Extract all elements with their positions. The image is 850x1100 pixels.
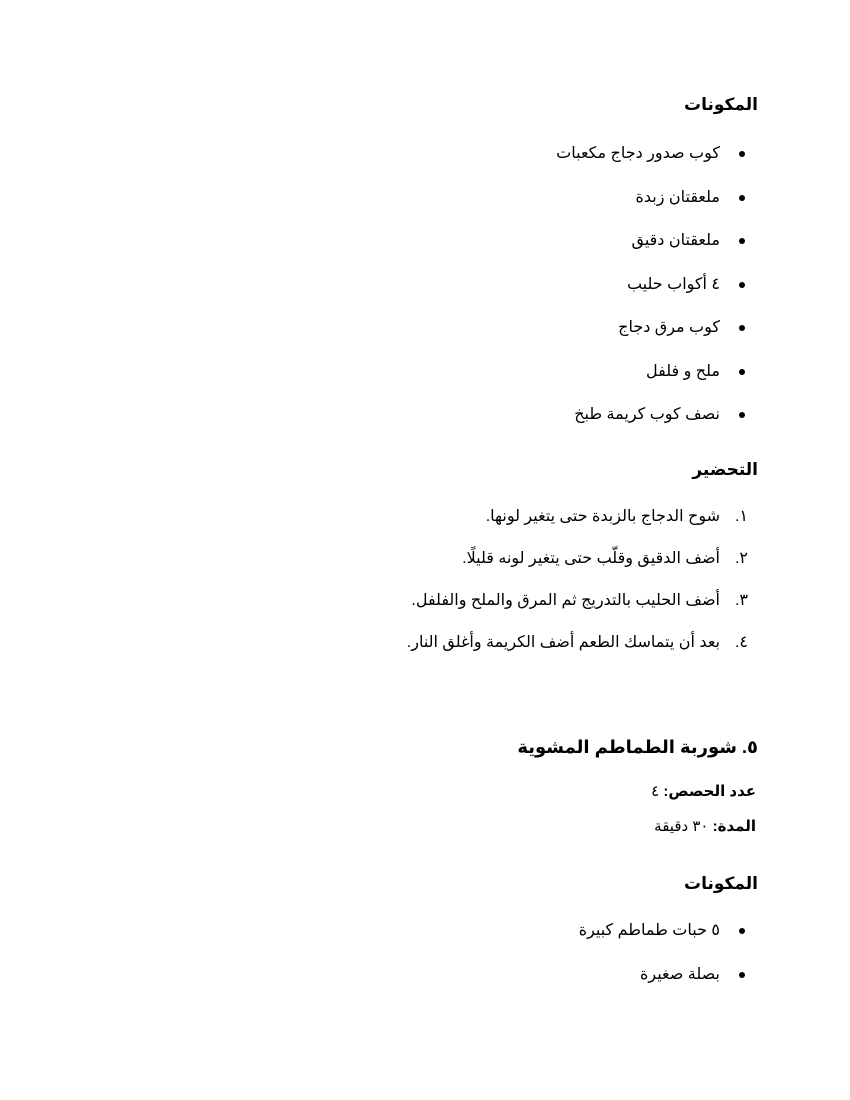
- duration-line: [654, 817, 756, 835]
- duration-value: ٣٠ دقيقة: [654, 818, 709, 835]
- step-number: ٤.: [734, 634, 748, 651]
- bullet-icon: [739, 369, 745, 375]
- preparation-heading: التحضير: [692, 460, 758, 479]
- list-item: [556, 274, 758, 318]
- list-item: [556, 187, 758, 231]
- bullet-icon: [739, 151, 745, 157]
- preparation-steps: [407, 506, 758, 674]
- bullet-icon: [739, 238, 745, 244]
- ingredients-heading: المكونات: [683, 95, 758, 114]
- ingredient-text: نصف كوب كريمة طبخ: [574, 406, 720, 423]
- list-item: [556, 143, 758, 187]
- list-item: [556, 230, 758, 274]
- step-item: [407, 548, 758, 590]
- ingredient-text: ملعقتان زبدة: [635, 188, 720, 206]
- bullet-icon: [739, 325, 745, 331]
- servings-value: ٤: [651, 783, 660, 800]
- ingredient-text: بصلة صغيرة: [640, 965, 720, 983]
- list-item: [556, 404, 758, 448]
- step-text: شوح الدجاج بالزبدة حتى يتغير لونها.: [485, 508, 720, 525]
- step-number: ١.: [734, 508, 748, 525]
- ingredients-list: [556, 143, 758, 448]
- ingredient-text: ملعقتان دقيق: [631, 232, 720, 249]
- ingredient-text: كوب صدور دجاج مكعبات: [556, 145, 720, 162]
- ingredients-list-2: [579, 920, 758, 1007]
- servings-label: عدد الحصص:: [663, 783, 756, 800]
- step-text: بعد أن يتماسك الطعم أضف الكريمة وأغلق النار.: [406, 634, 720, 651]
- list-item: [579, 920, 758, 964]
- bullet-icon: [739, 972, 745, 978]
- servings-line: [651, 782, 756, 800]
- ingredient-text: ٥ حبات طماطم كبيرة: [578, 922, 720, 939]
- list-item: [579, 964, 758, 1008]
- list-item: [556, 361, 758, 405]
- step-text: أضف الحليب بالتدريج ثم المرق والملح والفلفل.: [411, 592, 720, 609]
- ingredient-text: ٤ أكواب حليب: [626, 275, 720, 293]
- step-item: [407, 506, 758, 548]
- step-number: ٢.: [734, 550, 748, 567]
- bullet-icon: [739, 928, 745, 934]
- step-text: أضف الدقيق وقلّب حتى يتغير لونه قليلًا.: [462, 550, 720, 567]
- ingredient-text: ملح و فلفل: [646, 362, 720, 380]
- step-item: [407, 590, 758, 632]
- ingredients-heading-2: المكونات: [683, 874, 758, 893]
- step-number: ٣.: [734, 592, 748, 609]
- step-item: [407, 632, 758, 674]
- bullet-icon: [739, 195, 745, 201]
- duration-label: المدة:: [712, 818, 756, 835]
- recipe-title: ٥. شوربة الطماطم المشوية: [517, 737, 758, 757]
- ingredient-text: كوب مرق دجاج: [618, 319, 720, 336]
- list-item: [556, 317, 758, 361]
- bullet-icon: [739, 412, 745, 418]
- bullet-icon: [739, 282, 745, 288]
